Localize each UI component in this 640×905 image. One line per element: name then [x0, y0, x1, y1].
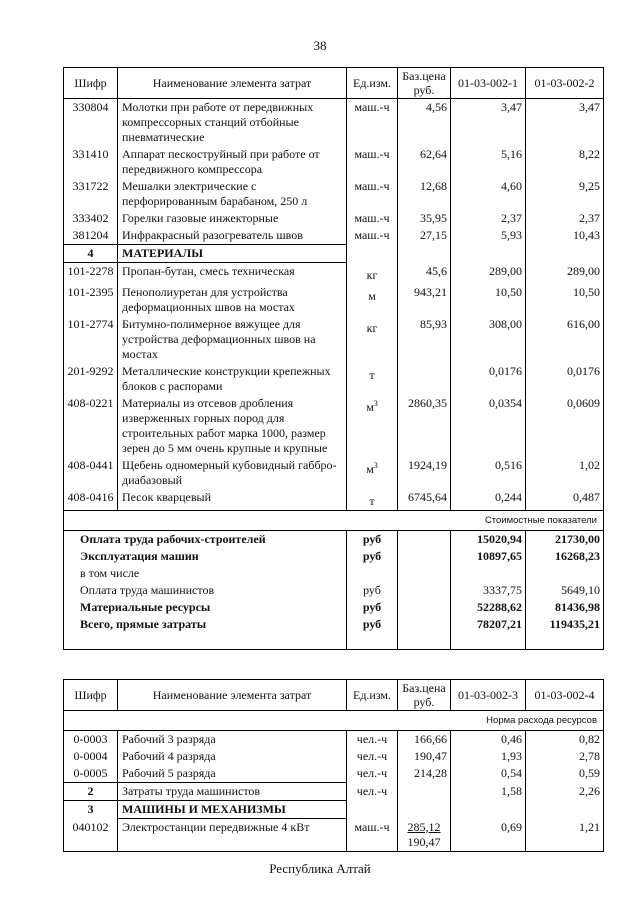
- row-value-1: 4,60: [451, 178, 526, 210]
- summary-value-2: 81436,98: [526, 599, 604, 616]
- row-name: Электростанции передвижные 4 кВт: [118, 819, 347, 852]
- section-value-2: 2,26: [526, 783, 604, 801]
- row-unit-text: м: [368, 288, 376, 303]
- section-title: МАШИНЫ И МЕХАНИЗМЫ: [118, 801, 347, 819]
- band-label: Стоимостные показатели: [64, 510, 604, 530]
- row-name: Металлические конструкции крепежных блоков с распорами: [118, 363, 347, 395]
- row-unit: маш.-ч: [347, 178, 398, 210]
- summary-price-empty: [398, 548, 451, 565]
- row-code: 0-0004: [64, 748, 118, 765]
- row-name: Рабочий 4 разряда: [118, 748, 347, 765]
- summary-value-2: 21730,00: [526, 530, 604, 548]
- row-price: 62,64: [398, 146, 451, 178]
- table-row: [64, 819, 604, 852]
- row-price: 1924,19: [398, 457, 451, 489]
- row-value-1: 0,69: [451, 819, 526, 852]
- row-value-1: 0,516: [451, 457, 526, 489]
- table-row: [64, 210, 604, 227]
- section-unit: чел.-ч: [347, 783, 398, 801]
- summary-unit: руб: [347, 616, 398, 633]
- summary-row: [64, 548, 604, 565]
- summary-price-empty: [398, 530, 451, 548]
- table-row: [64, 227, 604, 245]
- table-row: [64, 748, 604, 765]
- row-name: Аппарат пескоструйный при работе от передвижного компрессора: [118, 146, 347, 178]
- summary-label: Всего, прямые затраты: [64, 616, 347, 633]
- table-row: [64, 731, 604, 749]
- row-name: Молотки при работе от передвижных компрессорных станций отбойные пневматические: [118, 99, 347, 147]
- resource-table-1: [63, 67, 604, 650]
- page-number: 38: [313, 38, 327, 53]
- table-row: [64, 178, 604, 210]
- row-value-1: 0,0176: [451, 363, 526, 395]
- header-col-2: 01-03-002-2: [526, 68, 604, 99]
- row-unit: маш.-ч: [347, 210, 398, 227]
- summary-unit: [347, 565, 398, 582]
- row-unit: [347, 457, 398, 489]
- row-name: Инфракрасный разогреватель швов: [118, 227, 347, 245]
- header-code: Шифр: [64, 680, 118, 711]
- row-code: 201-9292: [64, 363, 118, 395]
- row-code: 381204: [64, 227, 118, 245]
- summary-value-2: 5649,10: [526, 582, 604, 599]
- row-code: 101-2395: [64, 284, 118, 316]
- row-value-1: 1,93: [451, 748, 526, 765]
- row-unit: [347, 489, 398, 511]
- section-value-1: 1,58: [451, 783, 526, 801]
- padding-cell: [347, 633, 398, 650]
- row-unit: [347, 284, 398, 316]
- summary-value-1: [451, 565, 526, 582]
- table-row: [64, 363, 604, 395]
- row-code: 331722: [64, 178, 118, 210]
- row-unit-exponent: 3: [373, 398, 378, 408]
- padding-cell: [526, 633, 604, 650]
- header-col-1: 01-03-002-1: [451, 68, 526, 99]
- row-unit-text: кг: [366, 267, 378, 282]
- band-row: [64, 711, 604, 731]
- row-value-1: 0,244: [451, 489, 526, 511]
- band-label: Норма расхода ресурсов: [64, 711, 604, 731]
- row-unit: чел.-ч: [347, 731, 398, 749]
- header-price: Баз.цена руб.: [398, 68, 451, 99]
- row-name: Битумно-полимерное вяжущее для устройства деформационных швов на мостах: [118, 316, 347, 363]
- row-code: 0-0003: [64, 731, 118, 749]
- row-code: 408-0221: [64, 395, 118, 457]
- table-row: [64, 765, 604, 783]
- summary-padding-row: [64, 633, 604, 650]
- row-value-1: 5,16: [451, 146, 526, 178]
- row-code: 330804: [64, 99, 118, 147]
- row-value-2: 10,50: [526, 284, 604, 316]
- summary-price-empty: [398, 565, 451, 582]
- row-name: Мешалки электрические с перфорированным барабаном, 250 л: [118, 178, 347, 210]
- row-value-2: 0,487: [526, 489, 604, 511]
- row-unit-text: м: [366, 461, 374, 476]
- row-price: 943,21: [398, 284, 451, 316]
- section-row-machinist-labor: [64, 783, 604, 801]
- row-value-1: 289,00: [451, 263, 526, 284]
- row-code: 101-2278: [64, 263, 118, 284]
- summary-value-2: 16268,23: [526, 548, 604, 565]
- summary-row: [64, 530, 604, 548]
- section-code: 4: [64, 245, 118, 263]
- row-value-2: 1,21: [526, 819, 604, 852]
- row-unit: маш.-ч: [347, 227, 398, 245]
- row-value-1: 10,50: [451, 284, 526, 316]
- row-price: 45,6: [398, 263, 451, 284]
- row-value-2: 10,43: [526, 227, 604, 245]
- summary-value-1: 15020,94: [451, 530, 526, 548]
- header-name: Наименование элемента затрат: [118, 680, 347, 711]
- summary-row: [64, 565, 604, 582]
- header-price: Баз.цена руб.: [398, 680, 451, 711]
- row-code: 333402: [64, 210, 118, 227]
- summary-value-1: 52288,62: [451, 599, 526, 616]
- resource-table-2: [63, 679, 604, 852]
- row-price: 190,47: [398, 748, 451, 765]
- row-price: 2860,35: [398, 395, 451, 457]
- row-code: 331410: [64, 146, 118, 178]
- row-price-bottom: 190,47: [407, 834, 441, 849]
- row-value-2: 0,0176: [526, 363, 604, 395]
- row-price: 166,66: [398, 731, 451, 749]
- summary-value-1: 3337,75: [451, 582, 526, 599]
- row-price: 214,28: [398, 765, 451, 783]
- row-price: 27,15: [398, 227, 451, 245]
- summary-label: Оплата труда рабочих-строителей: [64, 530, 347, 548]
- summary-label: Эксплуатация машин: [64, 548, 347, 565]
- row-name: Рабочий 5 разряда: [118, 765, 347, 783]
- row-value-1: 0,0354: [451, 395, 526, 457]
- row-price: 6745,64: [398, 489, 451, 511]
- row-unit: [347, 363, 398, 395]
- section-row-materials: [64, 245, 604, 263]
- row-price: [398, 819, 451, 852]
- table-row: [64, 146, 604, 178]
- header-code: Шифр: [64, 68, 118, 99]
- row-value-1: 3,47: [451, 99, 526, 147]
- summary-unit: руб: [347, 530, 398, 548]
- row-value-2: 3,47: [526, 99, 604, 147]
- header-col-3: 01-03-002-3: [451, 680, 526, 711]
- summary-value-2: 119435,21: [526, 616, 604, 633]
- row-unit-text: кг: [366, 320, 378, 335]
- row-name: Горелки газовые инжекторные: [118, 210, 347, 227]
- summary-label: Оплата труда машинистов: [64, 582, 347, 599]
- padding-cell: [398, 633, 451, 650]
- summary-row: [64, 582, 604, 599]
- summary-price-empty: [398, 616, 451, 633]
- summary-unit: руб: [347, 582, 398, 599]
- row-value-2: 289,00: [526, 263, 604, 284]
- padding-cell: [64, 633, 347, 650]
- summary-price-empty: [398, 582, 451, 599]
- row-value-1: 0,54: [451, 765, 526, 783]
- header-col-4: 01-03-002-4: [526, 680, 604, 711]
- row-unit: маш.-ч: [347, 819, 398, 852]
- section-code: 2: [64, 783, 118, 801]
- row-value-2: 9,25: [526, 178, 604, 210]
- band-row: [64, 510, 604, 530]
- row-price: 12,68: [398, 178, 451, 210]
- table-row: [64, 457, 604, 489]
- row-value-1: 5,93: [451, 227, 526, 245]
- table-row: [64, 284, 604, 316]
- table-row: [64, 263, 604, 284]
- row-value-2: 2,37: [526, 210, 604, 227]
- row-value-2: 8,22: [526, 146, 604, 178]
- summary-value-2: [526, 565, 604, 582]
- row-unit: чел.-ч: [347, 765, 398, 783]
- row-code: 0-0005: [64, 765, 118, 783]
- summary-row: [64, 599, 604, 616]
- table-row: [64, 489, 604, 511]
- summary-unit: руб: [347, 548, 398, 565]
- header-name: Наименование элемента затрат: [118, 68, 347, 99]
- row-price: 35,95: [398, 210, 451, 227]
- row-value-1: 2,37: [451, 210, 526, 227]
- row-name: Пропан-бутан, смесь техническая: [118, 263, 347, 284]
- row-value-1: 308,00: [451, 316, 526, 363]
- row-value-2: 0,0609: [526, 395, 604, 457]
- row-unit-text: м: [366, 399, 374, 414]
- row-code: 408-0416: [64, 489, 118, 511]
- row-value-2: 0,59: [526, 765, 604, 783]
- section-row-machines: [64, 801, 604, 819]
- table-row: [64, 395, 604, 457]
- row-name: Материалы из отсевов дробления изверженных горных пород для строительных работ марка 1000, размер зерен до 5 мм очень крупные и крупные: [118, 395, 347, 457]
- row-code: 408-0441: [64, 457, 118, 489]
- row-value-2: 616,00: [526, 316, 604, 363]
- summary-label: Материальные ресурсы: [64, 599, 347, 616]
- section-code: 3: [64, 801, 118, 819]
- row-unit: [347, 263, 398, 284]
- row-price: 4,56: [398, 99, 451, 147]
- summary-price-empty: [398, 599, 451, 616]
- row-unit: маш.-ч: [347, 99, 398, 147]
- row-name: Пенополиуретан для устройства деформационных швов на мостах: [118, 284, 347, 316]
- summary-value-1: 10897,65: [451, 548, 526, 565]
- row-price: 85,93: [398, 316, 451, 363]
- row-value-2: 2,78: [526, 748, 604, 765]
- table-row: [64, 99, 604, 147]
- section-title: МАТЕРИАЛЫ: [118, 245, 347, 263]
- row-unit: маш.-ч: [347, 146, 398, 178]
- row-unit-text: т: [369, 367, 375, 382]
- row-unit-text: т: [369, 493, 375, 508]
- footer-region: Республика Алтай: [269, 861, 371, 876]
- summary-unit: руб: [347, 599, 398, 616]
- row-value-2: 0,82: [526, 731, 604, 749]
- row-value-2: 1,02: [526, 457, 604, 489]
- row-unit: [347, 316, 398, 363]
- summary-label: в том числе: [64, 565, 347, 582]
- row-name: Рабочий 3 разряда: [118, 731, 347, 749]
- section-title: Затраты труда машинистов: [118, 783, 347, 801]
- row-value-1: 0,46: [451, 731, 526, 749]
- header-unit: Ед.изм.: [347, 680, 398, 711]
- row-unit: чел.-ч: [347, 748, 398, 765]
- row-code: 101-2774: [64, 316, 118, 363]
- summary-value-1: 78207,21: [451, 616, 526, 633]
- summary-row: [64, 616, 604, 633]
- row-price: [398, 363, 451, 395]
- row-name: Щебень одномерный кубовидный габбро-диабазовый: [118, 457, 347, 489]
- table-row: [64, 316, 604, 363]
- row-unit-exponent: 3: [373, 460, 378, 470]
- header-unit: Ед.изм.: [347, 68, 398, 99]
- padding-cell: [451, 633, 526, 650]
- row-code: 040102: [64, 819, 118, 852]
- row-name: Песок кварцевый: [118, 489, 347, 511]
- row-price-top: 285,12: [407, 819, 441, 834]
- row-unit: [347, 395, 398, 457]
